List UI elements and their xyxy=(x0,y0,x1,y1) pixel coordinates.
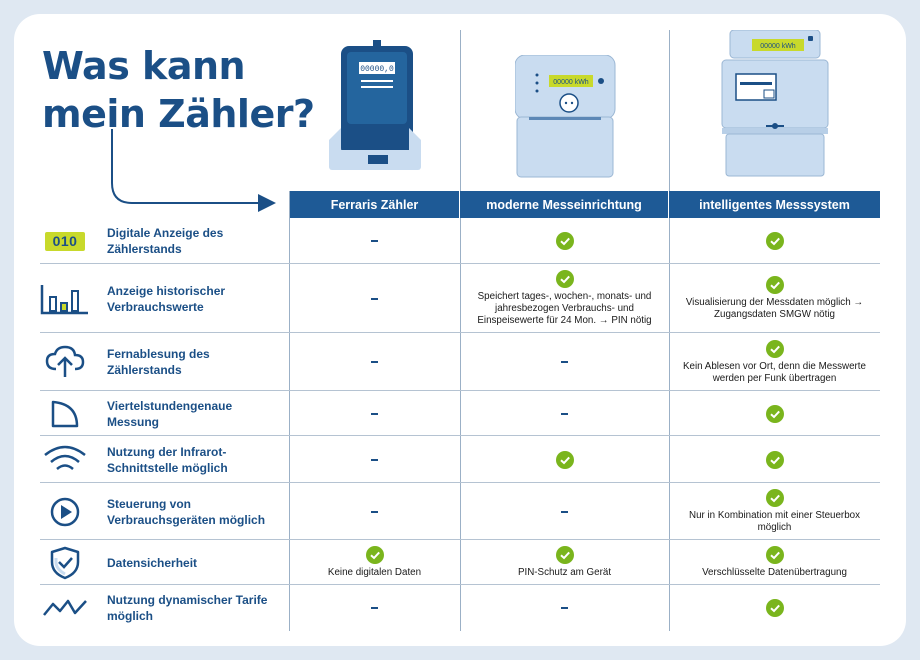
table-row xyxy=(40,218,880,264)
check-icon xyxy=(366,546,384,564)
table-cell xyxy=(669,483,880,540)
dash-icon xyxy=(371,511,378,513)
check-icon xyxy=(766,451,784,469)
check-icon xyxy=(766,276,784,294)
cell-note: Verschlüsselte Datenübertragung xyxy=(702,567,847,578)
check-icon xyxy=(766,599,784,617)
table-cell xyxy=(669,585,880,631)
table-row xyxy=(40,483,880,540)
dash-icon xyxy=(371,607,378,609)
table-cell xyxy=(289,391,460,436)
table-cell xyxy=(460,218,669,264)
page-title xyxy=(42,42,342,138)
table-row xyxy=(40,585,880,631)
table-cell xyxy=(289,264,460,333)
table-cell xyxy=(460,264,669,333)
check-icon xyxy=(556,546,574,564)
table-cell xyxy=(669,218,880,264)
dash-icon xyxy=(561,511,568,513)
table-row xyxy=(40,264,880,333)
table-cell xyxy=(669,436,880,483)
table-cell xyxy=(460,585,669,631)
shield-check-icon xyxy=(40,540,90,585)
feature-label: Fernablesung des Zählerstands xyxy=(107,347,210,377)
dash-icon xyxy=(561,413,568,415)
table-cell xyxy=(460,540,669,585)
feature-label: Nutzung der Infrarot-Schnittstelle möglich xyxy=(107,444,228,475)
table-cell xyxy=(289,585,460,631)
feature-label: Digitale Anzeige des Zählerstands xyxy=(107,226,224,256)
feature-label: Nutzung dynamischer Tarife möglich xyxy=(107,593,268,623)
smart-meter-icon xyxy=(720,30,830,178)
feature-label: Steuerung von Verbrauchsgeräten möglich xyxy=(107,496,266,527)
dash-icon xyxy=(561,607,568,609)
table-cell xyxy=(460,483,669,540)
dash-icon xyxy=(371,459,378,461)
dash-icon xyxy=(371,298,378,300)
table-cell xyxy=(289,333,460,391)
check-icon xyxy=(766,405,784,423)
table-cell xyxy=(289,483,460,540)
table-row xyxy=(40,333,880,391)
table-cell xyxy=(460,391,669,436)
digital-display-icon xyxy=(40,218,90,264)
quarter-circle-icon xyxy=(40,391,90,436)
table-cell xyxy=(289,218,460,264)
bar-chart-icon xyxy=(40,264,90,333)
column-header-modern: moderne Messeinrichtung xyxy=(460,191,669,218)
smart-display-value: 00000 kWh xyxy=(760,43,796,50)
check-icon xyxy=(556,232,574,250)
table-row xyxy=(40,436,880,483)
comparison-header xyxy=(290,191,880,218)
table-cell xyxy=(669,333,880,391)
dash-icon xyxy=(371,361,378,363)
title-line-1: Was kann xyxy=(42,44,246,88)
pointer-arrow-icon xyxy=(100,125,280,215)
column-header-ferraris: Ferraris Zähler xyxy=(290,191,460,218)
check-icon xyxy=(766,546,784,564)
play-circle-icon xyxy=(40,483,90,540)
cell-note: PIN-Schutz am Gerät xyxy=(517,567,612,578)
feature-label: Datensicherheit xyxy=(107,555,198,570)
modern-display-value: 00000 kWh xyxy=(553,79,589,86)
table-cell xyxy=(669,540,880,585)
feature-label: Viertelstundengenaue Messung xyxy=(107,398,233,429)
feature-label: Anzeige historischer Verbrauchswerte xyxy=(107,283,226,314)
modern-meter-icon xyxy=(515,55,617,180)
cell-note: Nur in Kombination mit einer Steuerbox möglich xyxy=(689,510,860,533)
table-row xyxy=(40,391,880,436)
cell-note: Visualisierung der Messdaten möglich → Zugangsdaten SMGW nötig xyxy=(685,297,864,320)
check-icon xyxy=(766,340,784,358)
table-row xyxy=(40,540,880,585)
cell-note: Kein Ablesen vor Ort, denn die Messwerte werden per Funk übertragen xyxy=(683,360,866,384)
table-cell xyxy=(289,540,460,585)
cloud-upload-icon xyxy=(40,333,90,391)
table-cell xyxy=(460,333,669,391)
check-icon xyxy=(556,451,574,469)
dash-icon xyxy=(371,240,378,242)
check-icon xyxy=(766,232,784,250)
title-line-2: mein Zähler? xyxy=(42,92,315,136)
table-cell xyxy=(289,436,460,483)
table-cell xyxy=(669,391,880,436)
zigzag-line-icon xyxy=(40,585,90,631)
ferraris-display-value: 00000,0 xyxy=(360,65,394,74)
cell-note: Speichert tages-, wochen-, monats- und jahresbezogen Verbrauchs- und Einspeisewerte für 24 Mon. → PIN nötig xyxy=(477,291,652,326)
cell-note: Keine digitalen Daten xyxy=(327,567,422,578)
infrared-signal-icon xyxy=(40,436,90,483)
column-header-smart: intelligentes Messsystem xyxy=(699,197,850,212)
table-cell xyxy=(669,264,880,333)
check-icon xyxy=(556,270,574,288)
badge-010-label: 010 xyxy=(45,232,85,251)
check-icon xyxy=(766,489,784,507)
ferraris-meter-icon xyxy=(325,40,425,180)
table-cell xyxy=(460,436,669,483)
dash-icon xyxy=(561,361,568,363)
dash-icon xyxy=(371,413,378,415)
